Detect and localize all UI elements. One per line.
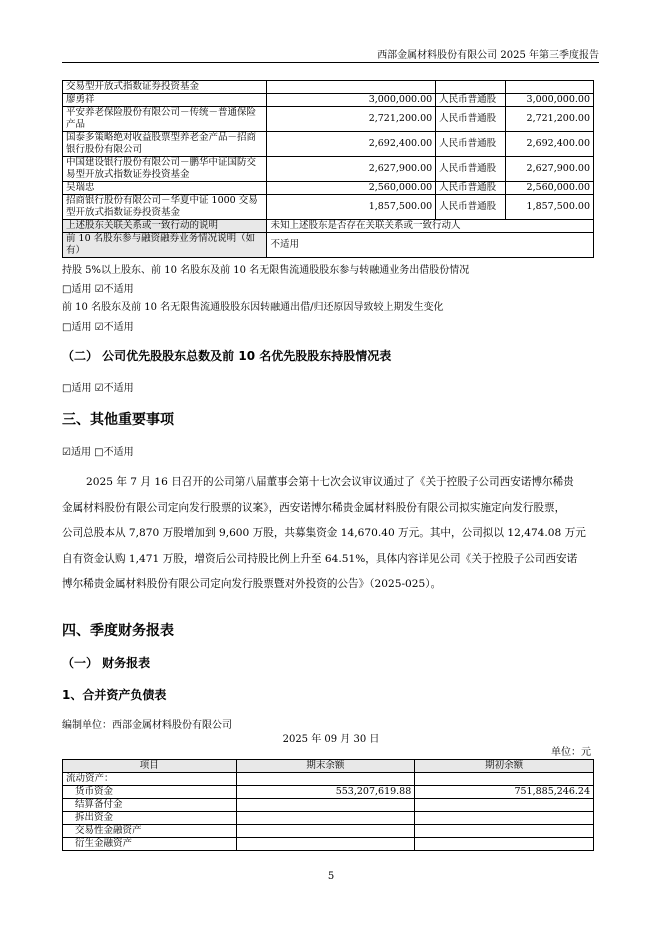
paragraph-line: 博尔稀贵金属材料股份有限公司定向发行股票暨对外投资的公告》（2025-025）。 bbox=[62, 578, 442, 590]
unit-label: 单位：元 bbox=[551, 747, 591, 758]
table-row bbox=[63, 812, 594, 825]
table-row bbox=[63, 786, 594, 799]
section4-sub1: （一） 财务报表 bbox=[62, 656, 151, 670]
header-rule bbox=[62, 62, 599, 63]
column-header: 项目 bbox=[63, 760, 237, 773]
shareholder-name: 廖勇祥 bbox=[63, 94, 267, 107]
share-type: 人民币普通股 bbox=[436, 107, 506, 132]
paragraph-line: 公司总股本从 7,870 万股增加到 9,600 万股，共募集资金 14,670.40 万元。其中，公司拟以 12,474.08 万元 bbox=[62, 527, 586, 539]
page-number: 5 bbox=[327, 871, 335, 882]
section4-title: 四、季度财务报表 bbox=[62, 623, 174, 639]
section3-choice: ☑适用 □不适用 bbox=[62, 447, 134, 458]
table-row bbox=[63, 838, 594, 851]
table-row bbox=[63, 107, 594, 132]
item-cell: 货币资金 bbox=[63, 786, 237, 799]
shareholder-name: 招商银行股份有限公司－华夏中证 1000 交易型开放式指数证券投资基金 bbox=[63, 195, 267, 220]
compiler-unit: 编制单位：西部金属材料股份有限公司 bbox=[62, 720, 232, 731]
relation-label: 上述股东关联关系或一致行动的说明 bbox=[63, 220, 267, 233]
page-header: 西部金属材料股份有限公司 2025 年第三季度报告 bbox=[377, 50, 599, 61]
share-count: 2,692,400.00 bbox=[267, 132, 436, 157]
table-row bbox=[63, 220, 594, 233]
table-row bbox=[63, 825, 594, 838]
shareholders-table bbox=[62, 80, 594, 258]
table-row bbox=[63, 157, 594, 182]
share-type: 人民币普通股 bbox=[436, 132, 506, 157]
section4-sub2: 1、合并资产负债表 bbox=[62, 688, 167, 702]
item-cell: 拆出资金 bbox=[63, 812, 237, 825]
paragraph-line: 2025 年 7 月 16 日召开的公司第八届董事会第十七次会议审议通过了《关于控股子公司西安诺博尔稀贵 bbox=[86, 476, 574, 488]
share-amount: 3,000,000.00 bbox=[506, 94, 594, 107]
table-row bbox=[63, 233, 594, 258]
item-cell: 衍生金融资产 bbox=[63, 838, 237, 851]
share-amount: 2,692,400.00 bbox=[506, 132, 594, 157]
shareholder-name: 国泰多策略绝对收益股票型养老金产品－招商银行股份有限公司 bbox=[63, 132, 267, 157]
share-amount: 2,721,200.00 bbox=[506, 107, 594, 132]
share-type: 人民币普通股 bbox=[436, 182, 506, 195]
section2-title: （二） 公司优先股股东总数及前 10 名优先股股东持股情况表 bbox=[62, 349, 392, 363]
report-date: 2025 年 09 月 30 日 bbox=[282, 734, 380, 745]
shareholder-name: 吴瑞忠 bbox=[63, 182, 267, 195]
share-type: 人民币普通股 bbox=[436, 195, 506, 220]
paragraph-line: 自有资金认购 1,471 万股，增资后公司持股比例上升至 64.51%，具体内容详见公司《关于控股子公司西安诺 bbox=[62, 552, 578, 565]
margin-value: 不适用 bbox=[267, 233, 594, 258]
lending-note: 持股 5%以上股东、前 10 名股东及前 10 名无限售流通股股东参与转融通业务出借股份情况 bbox=[62, 265, 470, 276]
item-cell: 流动资产： bbox=[63, 773, 237, 786]
section2-choice: □适用 ☑不适用 bbox=[62, 383, 134, 394]
share-type: 人民币普通股 bbox=[436, 94, 506, 107]
table-row bbox=[63, 773, 594, 786]
share-count: 2,560,000.00 bbox=[267, 182, 436, 195]
share-count: 2,721,200.00 bbox=[267, 107, 436, 132]
share-amount: 2,627,900.00 bbox=[506, 157, 594, 182]
share-count: 2,627,900.00 bbox=[267, 157, 436, 182]
balance-sheet-table bbox=[62, 759, 594, 851]
paragraph-line: 金属材料股份有限公司定向发行股票的议案》，西安诺博尔稀贵金属材料股份有限公司拟实施定向发行股票， bbox=[62, 501, 566, 514]
change-note: 前 10 名股东及前 10 名无限售流通股股东因转融通出借/归还原因导致较上期发生变化 bbox=[62, 302, 444, 313]
shareholder-name: 交易型开放式指数证券投资基金 bbox=[63, 81, 267, 94]
table-row bbox=[63, 799, 594, 812]
table-row bbox=[63, 94, 594, 107]
column-header: 期初余额 bbox=[415, 760, 594, 773]
section3-title: 三、其他重要事项 bbox=[62, 412, 174, 428]
table-row bbox=[63, 81, 594, 94]
item-cell: 结算备付金 bbox=[63, 799, 237, 812]
section3-paragraph bbox=[62, 470, 594, 598]
item-cell: 交易性金融资产 bbox=[63, 825, 237, 838]
share-type: 人民币普通股 bbox=[436, 157, 506, 182]
table-row bbox=[63, 132, 594, 157]
shareholder-name: 中国建设银行股份有限公司－鹏华中证国防交易型开放式指数证券投资基金 bbox=[63, 157, 267, 182]
table-row bbox=[63, 195, 594, 220]
lending-choice: □适用 ☑不适用 bbox=[62, 284, 134, 295]
share-amount: 2,560,000.00 bbox=[506, 182, 594, 195]
begin-balance: 751,885,246.24 bbox=[415, 786, 594, 799]
table-row bbox=[63, 182, 594, 195]
end-balance: 553,207,619.88 bbox=[236, 786, 415, 799]
margin-label: 前 10 名股东参与融资融券业务情况说明（如有） bbox=[63, 233, 267, 258]
column-header: 期末余额 bbox=[236, 760, 415, 773]
relation-value: 未知上述股东是否存在关联关系或一致行动人 bbox=[267, 220, 594, 233]
share-amount: 1,857,500.00 bbox=[506, 195, 594, 220]
share-count: 1,857,500.00 bbox=[267, 195, 436, 220]
table-header-row bbox=[63, 760, 594, 773]
shareholder-name: 平安养老保险股份有限公司－传统－普通保险产品 bbox=[63, 107, 267, 132]
change-choice: □适用 ☑不适用 bbox=[62, 322, 134, 333]
share-count: 3,000,000.00 bbox=[267, 94, 436, 107]
